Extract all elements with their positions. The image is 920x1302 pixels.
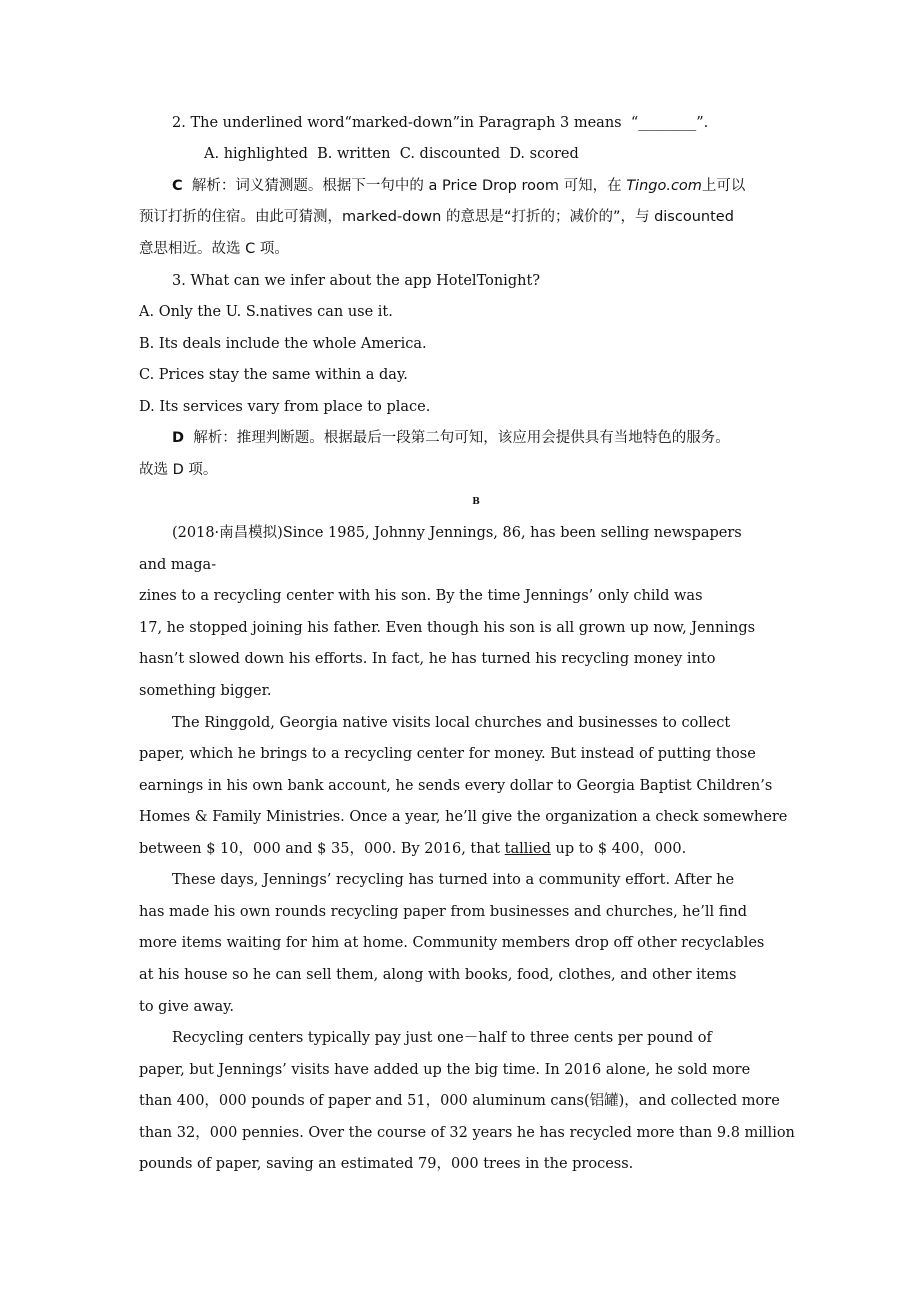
question-2-explanation-tail: 上可以 (701, 178, 746, 194)
question-2-stem: 2. The underlined word“marked-down”in Paragraph 3 means “________”. (172, 115, 709, 131)
underlined-word-tallied: tallied (504, 841, 551, 857)
question-3-option-c: C. Prices stay the same within a day. (139, 367, 408, 383)
passage-p2-line-3: earnings in his own bank account, he sends every dollar to Georgia Baptist Children’s (139, 778, 773, 794)
passage-p1-line-6: something bigger. (139, 683, 272, 699)
passage-p3-line-4: at his house so he can sell them, along with books, food, clothes, and other items (139, 967, 737, 983)
question-3-answer-letter: D (172, 430, 185, 446)
question-2-explanation-text: 解析：词义猜测题。根据下一句中的 a Price Drop room 可知，在 (182, 178, 627, 194)
passage-p3-line-5: to give away. (139, 999, 235, 1015)
passage-p1-line-2: and maga- (139, 557, 217, 573)
passage-p2-line-1: The Ringgold, Georgia native visits local churches and businesses to collect (172, 715, 731, 731)
section-heading-b: B (472, 497, 480, 507)
question-2-explanation-line-2: 预订打折的住宿。由此可猜测，marked-down 的意思是“打折的；减价的”，与 discounted (139, 209, 734, 225)
passage-p3-line-2: has made his own rounds recycling paper from businesses and churches, he’ll find (139, 904, 747, 920)
question-3-explanation-text: 解析：推理判断题。根据最后一段第二句可知，该应用会提供具有当地特色的服务。 (184, 430, 730, 446)
question-2-explanation-line-3: 意思相近。故选 C 项。 (139, 241, 289, 257)
question-2-site-name: Tingo.com (626, 178, 702, 194)
question-2-options: A. highlighted B. written C. discounted D. scored (204, 146, 579, 162)
question-3-option-d: D. Its services vary from place to place. (139, 399, 431, 415)
passage-p3-line-3: more items waiting for him at home. Community members drop off other recyclables (139, 935, 765, 951)
question-3-option-b: B. Its deals include the whole America. (139, 336, 427, 352)
question-3-option-a: A. Only the U. S.natives can use it. (139, 304, 393, 320)
question-3-stem: 3. What can we infer about the app HotelTonight? (172, 273, 541, 289)
passage-p2-line-5 (139, 839, 686, 859)
passage-p4-line-2: paper, but Jennings’ visits have added up the big time. In 2016 alone, he sold more (139, 1062, 751, 1078)
passage-p1-line-4: 17, he stopped joining his father. Even though his son is all grown up now, Jennings (139, 620, 756, 636)
passage-p4-line-5: pounds of paper, saving an estimated 79，000 trees in the process. (139, 1156, 634, 1172)
passage-p4-line-1: Recycling centers typically pay just one－half to three cents per pound of (172, 1030, 712, 1046)
passage-p2-line-5-start: between $ 10，000 and $ 35，000. By 2016, that (139, 841, 505, 857)
passage-p3-line-1: These days, Jennings’ recycling has turned into a community effort. After he (172, 872, 735, 888)
passage-p1-line-3: zines to a recycling center with his son. By the time Jennings’ only child was (139, 588, 703, 604)
passage-p4-line-3: than 400，000 pounds of paper and 51，000 aluminum cans(铝罐)，and collected more (139, 1093, 780, 1109)
question-2-answer-letter: C (172, 178, 183, 194)
passage-p1-line-1: (2018·南昌模拟)Since 1985, Johnny Jennings, 86, has been selling newspapers (172, 525, 742, 541)
passage-p1-line-5: hasn’t slowed down his efforts. In fact, he has turned his recycling money into (139, 651, 716, 667)
question-2-explanation-line-1 (172, 176, 745, 196)
passage-p2-line-5-end: up to $ 400，000. (550, 841, 687, 857)
question-3-explanation-line-1 (172, 428, 730, 448)
question-3-explanation-line-2: 故选 D 项。 (139, 462, 218, 478)
passage-p2-line-4: Homes & Family Ministries. Once a year, he’ll give the organization a check somewhere (139, 809, 788, 825)
passage-p2-line-2: paper, which he brings to a recycling center for money. But instead of putting those (139, 746, 756, 762)
passage-p4-line-4: than 32，000 pennies. Over the course of 32 years he has recycled more than 9.8 million (139, 1125, 795, 1141)
